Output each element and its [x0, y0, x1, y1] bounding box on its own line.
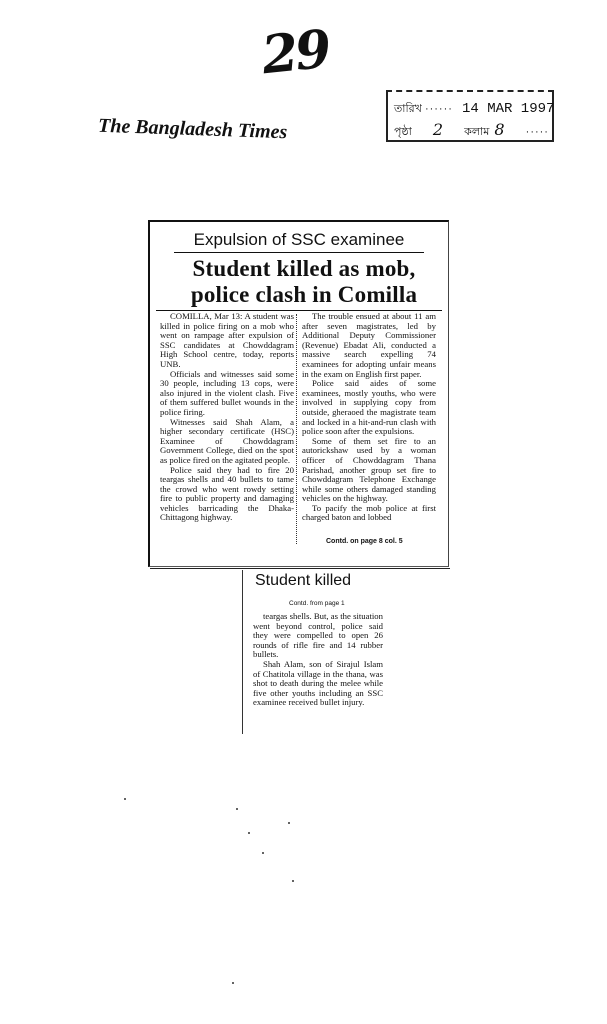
continued-from-note: Contd. from page 1: [289, 600, 345, 607]
stamp-page-value: 2: [432, 120, 444, 139]
stamp-date-label: তারিখ: [394, 103, 422, 115]
article-headline: Student killed as mob, police clash in Comilla: [190, 256, 418, 307]
left-paragraph: COMILLA, Mar 13: A student was killed in police firing on a mob who went on rampage after expulsion of SSC candidates at Chowddagram High School centre, today, reports UNB.: [160, 311, 294, 369]
archive-date-stamp: [386, 90, 554, 142]
stamp-dots: ······: [424, 103, 453, 115]
scan-speck: [292, 880, 294, 882]
continuation-paragraph: teargas shells. But, as the situation went beyond control, police said they were compelled to open 26 rounds of rifle fire and 14 rubber bullets.: [253, 611, 383, 660]
column-divider: [296, 314, 297, 544]
scan-speck: [262, 852, 264, 854]
continuation-paragraph: Shah Alam, son of Sirajul Islam of Chatitola village in the thana, was shot to death during the melee while five other youths including an SSC examinee received bullet injury.: [253, 658, 383, 708]
left-paragraph: Witnesses said Shah Alam, a higher secondary certificate (HSC) Examinee of Chowddagram Government College, died on the spot as police fired on the agitated people.: [160, 416, 294, 465]
right-paragraph: The trouble ensued at about 11 am after seven magistrates, led by Additional Deputy Commissioner (Revenue) Ebadat Ali, conducted a massive search expelling 74 examinees for adopting unfair means in the exam on English first paper.: [302, 311, 436, 379]
handwritten-page-number: 29: [258, 18, 332, 87]
stamp-column-label: কলাম: [464, 126, 490, 138]
right-paragraph: Some of them set fire to an autorickshaw used by a woman officer of Chowddagram Thana Parishad, another group set fire to Chowddagram Telephone Exchange while some others damaged standing vehicles on the highway.: [302, 435, 436, 504]
stamp-date-value: 14 MAR 1997: [461, 101, 555, 117]
stamp-column-value: 8: [494, 120, 505, 139]
scan-speck: [248, 832, 250, 834]
scan-speck: [288, 822, 290, 824]
article-left-column: [160, 312, 294, 523]
stamp-page-label: পৃষ্ঠা: [394, 126, 412, 138]
right-paragraph: To pacify the mob police at first charged baton and lobbed: [302, 502, 436, 523]
continued-note: Contd. on page 8 col. 5: [326, 538, 403, 545]
article-right-column: [302, 312, 436, 523]
newspaper-name: The Bangladesh Times: [97, 114, 288, 144]
right-paragraph: Police said aides of some examinees, mostly youths, who were involved in supplying copy from outside, gheraoed the magistrate team and locked in a hit-and-run clash with police soon after the expulsions.: [302, 378, 436, 437]
scan-speck: [236, 808, 238, 810]
stamp-date-row: [394, 100, 554, 119]
scan-speck: [124, 798, 126, 800]
continuation-clipping: [242, 570, 405, 734]
stamp-page-row: [394, 120, 549, 142]
left-paragraph: Officials and witnesses said some 30 people, including 13 cops, were also injured in the violent clash. Five of them suffered bullet wounds in the police firing.: [160, 368, 294, 417]
main-article-clipping: [148, 220, 449, 567]
left-paragraph: Police said they had to fire 20 teargas shells and 40 bullets to tame the crowd who went rowdy setting fire to public property and damaging vehicles barricading the Dhaka-Chittagong highway.: [160, 464, 294, 523]
stamp-dots-2: ·····: [525, 126, 549, 138]
clipping-cut-line: [150, 568, 450, 569]
scan-speck: [232, 982, 234, 984]
article-kicker: Expulsion of SSC examinee: [174, 230, 424, 253]
continuation-headline: Student killed: [255, 572, 352, 589]
continuation-body: [253, 612, 383, 708]
